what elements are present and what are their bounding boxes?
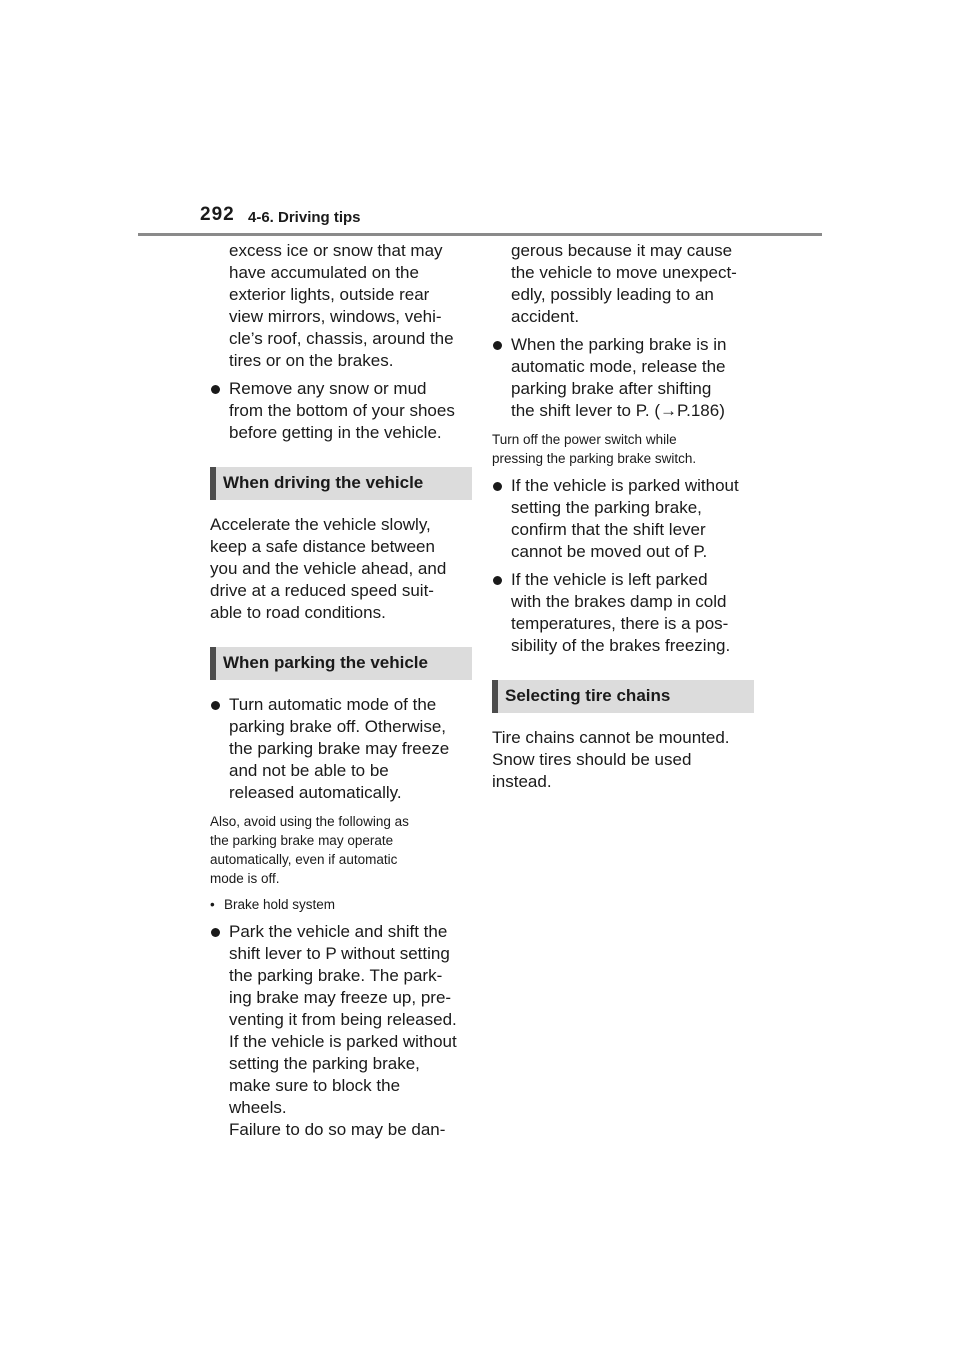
page-header — [200, 200, 820, 230]
note-text: Turn off the power switch while pressing the parking brake switch. — [492, 432, 697, 466]
bullet-dot-icon — [493, 576, 502, 585]
page-number: 292 — [200, 204, 235, 225]
right-column — [492, 240, 754, 793]
note-text: Also, avoid using the following as the parking brake may operate automatically, even if automatic mode is off. — [210, 814, 409, 886]
continued-paragraph: gerous because it may cause the vehicle to move unexpect- edly, possibly leading to an accident. — [511, 241, 737, 326]
bullet-dot-icon — [493, 482, 502, 491]
header-rule — [138, 233, 822, 236]
sub-bullet-mark: • — [210, 897, 215, 912]
paragraph: Accelerate the vehicle slowly, keep a safe distance between you and the vehicle ahead, and drive at a reduced speed suit- able to road conditions. — [210, 515, 447, 622]
bullet-dot-icon — [211, 928, 220, 937]
bullet-item: If the vehicle is left parked with the brakes damp in cold temperatures, there is a pos- sibility of the brakes freezing. — [492, 569, 754, 657]
section-heading: When driving the vehicle — [210, 467, 472, 500]
bullet-dot-icon — [493, 341, 502, 350]
bullet-item: Park the vehicle and shift the shift lever to P without setting the parking brake. The park- ing brake may freeze up, pre- venting it from being released. If the vehicle is parked without setting the parking brake, make sure to block the wheels. Failure to do so may be dan- — [210, 921, 472, 1141]
section-heading: Selecting tire chains — [492, 680, 754, 713]
bullet-item: If the vehicle is parked without setting the parking brake, confirm that the shift lever cannot be moved out of P. — [492, 475, 754, 563]
paragraph: Tire chains cannot be mounted. Snow tires should be used instead. — [492, 728, 730, 791]
bullet-item: Turn automatic mode of the parking brake off. Otherwise, the parking brake may freeze and not be able to be released automatically. — [210, 694, 472, 804]
section-heading: When parking the vehicle — [210, 647, 472, 680]
page-reference: the shift lever to P. (→P.186) — [511, 401, 725, 420]
bullet-dot-icon — [211, 385, 220, 394]
sub-bullet-item: • Brake hold system — [210, 897, 336, 912]
bullet-item: Remove any snow or mud from the bottom of your shoes before getting in the vehicle. — [210, 378, 472, 444]
left-column — [210, 240, 472, 1141]
section-title: 4-6. Driving tips — [248, 209, 361, 226]
bullet-item: When the parking brake is in automatic mode, release the parking brake after shifting the shift lever to P. (→P.186) — [492, 334, 754, 422]
bullet-dot-icon — [211, 701, 220, 710]
continued-paragraph: excess ice or snow that may have accumulated on the exterior lights, outside rear view mirrors, windows, vehi- cle’s roof, chassis, around the tires or on the brakes. — [229, 241, 454, 370]
